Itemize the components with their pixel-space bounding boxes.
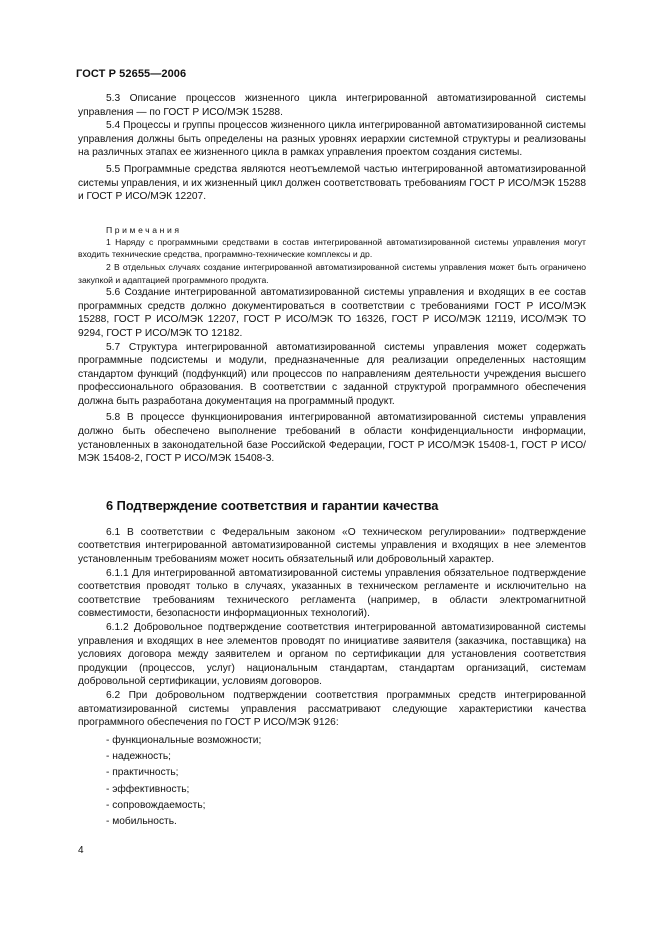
- paragraph-5-4: 5.4 Процессы и группы процессов жизненного цикла интегрированной автоматизированной системы управления должны быть определены на разных уровнях иерархии системной структуры и реализованы на различных этапах ее жизненного цикла в рамках управления проектом создания системы.: [78, 120, 586, 159]
- list-item: - надежность;: [106, 751, 172, 763]
- note-2: 2 В отдельных случаях создание интегрированной автоматизированной системы управления может быть ограничено закупкой и адаптацией программного продукта.: [78, 261, 586, 285]
- paragraph-5-5: 5.5 Программные средства являются неотъемлемой частью интегрированной автоматизированной системы управления, и их жизненный цикл должен соответствовать требованиям ГОСТ Р ИСО/МЭК 15288 и ГОСТ Р ИСО/МЭК 12207.: [78, 163, 586, 203]
- paragraph-5-6: 5.6 Создание интегрированной автоматизированной системы управления и входящих в ее состав программных средств должно документироваться в соответствии с требованиями ГОСТ Р ИСО/МЭК 15288, ГОСТ Р ИСО/МЭК 12207, ГОСТ Р ИСО/МЭК ТО 16326, ГОСТ Р ИСО/МЭК 12119, ИСО/МЭК ТО 9294, ГОСТ Р ИСО/МЭК ТО 12182.: [78, 287, 586, 339]
- section-6-heading: 6 Подтверждение соответствия и гарантии качества: [106, 497, 439, 513]
- paragraph-5-8: 5.8 В процессе функционирования интегрированной автоматизированной системы управления должно быть обеспечено выполнение требований в области конфиденциальности информации, установленных в законодательной базе Российской Федерации, ГОСТ Р ИСО/МЭК 15408-1, ГОСТ Р ИСО/МЭК 15408-2, ГОСТ Р ИСО/МЭК 15408-3.: [78, 412, 586, 465]
- paragraph-5-7: 5.7 Структура интегрированной автоматизированной системы управления может содержать программные подсистемы и модули, предназначенные для реализации определенных настоящим стандартом функций (подфункций) или процессов по направлениям деятельности учреждения высшего профессионального образования. В соответствии с заданной структурой программного обеспечения должна быть разработана документация на программный продукт.: [78, 341, 586, 407]
- list-item: - сопровождаемость;: [106, 799, 206, 811]
- list-item: - практичность;: [106, 767, 179, 779]
- note-1: 1 Наряду с программными средствами в состав интегрированной автоматизированной системы управления могут входить технические средства, программно-технические комплексы и др.: [78, 236, 586, 260]
- paragraph-6-1-2: 6.1.2 Добровольное подтверждение соответствия интегрированной автоматизированной системы управления и входящих в нее элементов проводят по инициативе заявителя (заказчика, поставщика) на условиях договора между заявителем и органом по сертификации для установления соответствия продукции (процессов, услуг) национальным стандартам, стандартам организаций, системам добровольной сертификации, условиям договоров.: [78, 622, 586, 688]
- paragraph-6-1: 6.1 В соответствии с Федеральным законом «О техническом регулировании» подтверждение соответствия интегрированной автоматизированной системы управления и входящих в нее элементов установленным требованиям может носить обязательный или добровольный характер.: [78, 526, 586, 566]
- page-number: 4: [78, 845, 84, 856]
- document-body: [78, 92, 586, 831]
- list-item: - эффективность;: [106, 783, 190, 795]
- paragraph-6-2: 6.2 При добровольном подтверждении соответствия программных средств интегрированной автоматизированной системы управления рассматривают следующие характеристики качества программного обеспечения по ГОСТ Р ИСО/МЭК 9126:: [78, 689, 586, 729]
- paragraph-5-3: 5.3 Описание процессов жизненного цикла интегрированной автоматизированной системы управления — по ГОСТ Р ИСО/МЭК 15288.: [78, 93, 586, 118]
- paragraph-6-1-1: 6.1.1 Для интегрированной автоматизированной системы управления обязательное подтверждение соответствия проводят только в случаях, указанных в техническом регламенте и исключительно на соответствие требованиям технического регламента (например, в области электромагнитной совместимости, безопасности информационных технологий).: [78, 567, 586, 620]
- list-item: - функциональные возможности;: [106, 734, 262, 746]
- quality-characteristics-list: [78, 733, 586, 831]
- list-item: - мобильность.: [106, 816, 177, 828]
- notes-heading: Примечания: [106, 224, 182, 235]
- page-header-standard-number: ГОСТ Р 52655—2006: [76, 68, 187, 80]
